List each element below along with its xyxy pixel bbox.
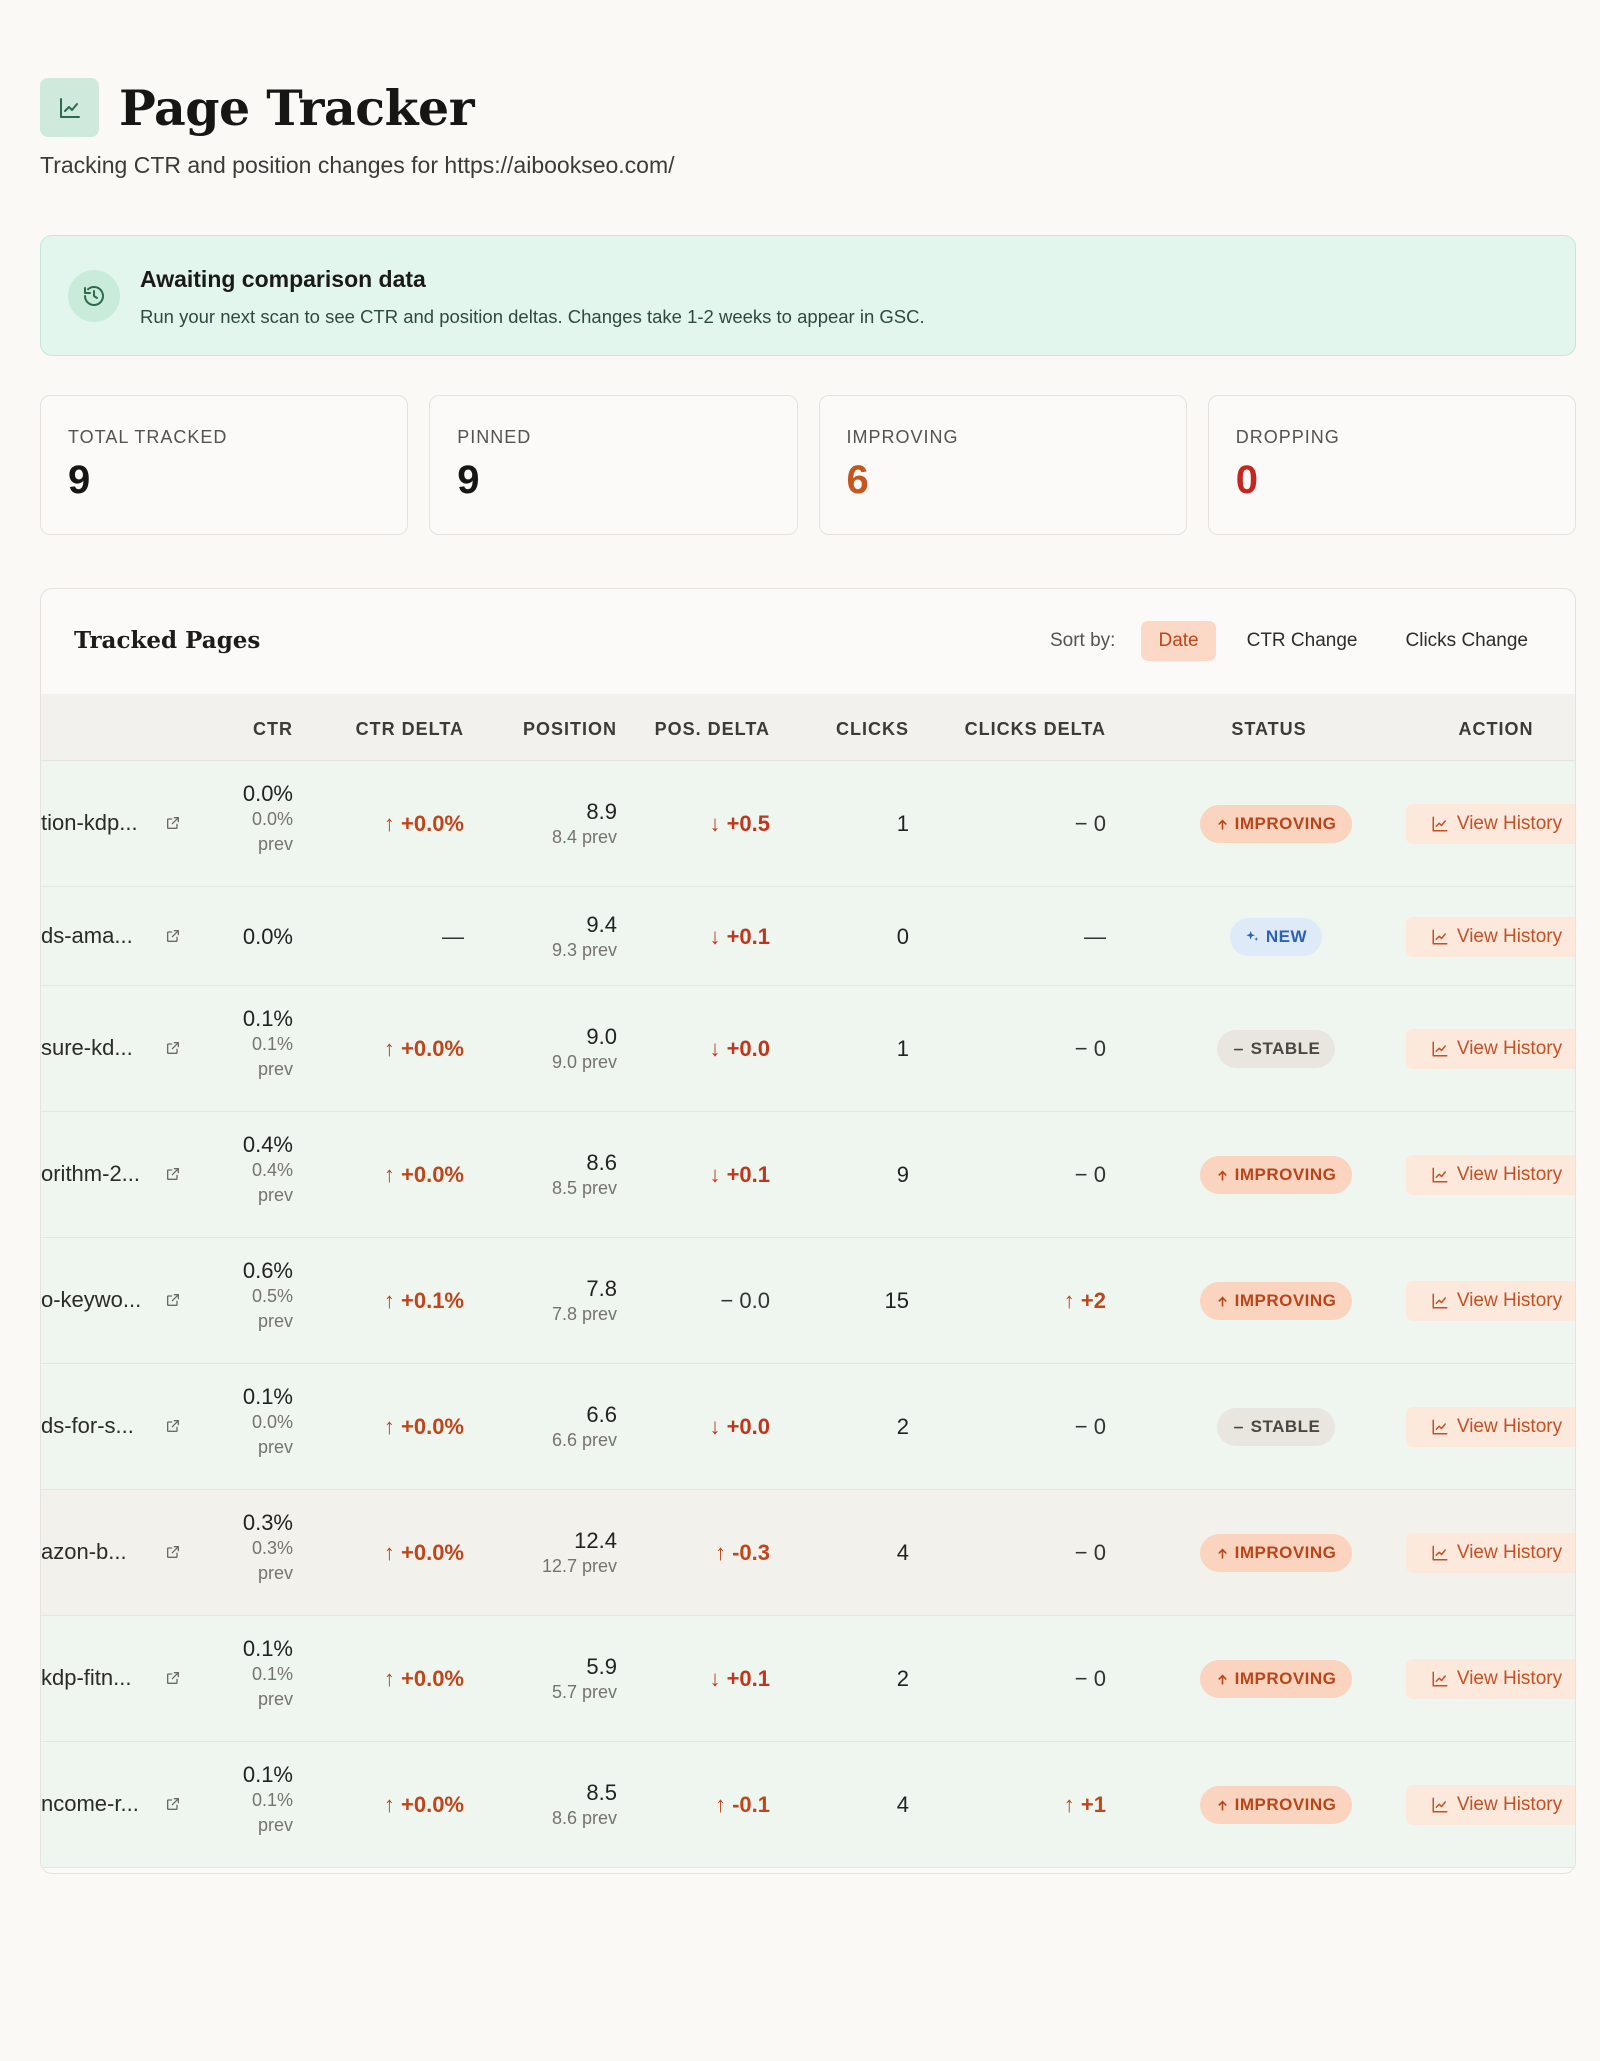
ctr-value: 0.4% [242, 1132, 293, 1157]
view-history-button[interactable] [1406, 917, 1576, 957]
pos-delta-value: ↓ +0.0 [709, 1414, 770, 1439]
position-cell [497, 1024, 617, 1075]
view-history-label: View History [1456, 1794, 1563, 1815]
chart-line-icon [1431, 1418, 1449, 1436]
page-url-link[interactable] [41, 1413, 134, 1439]
ctr-delta-value: ↑ +0.1% [383, 1288, 464, 1313]
ctr-cell [193, 1258, 293, 1334]
position-prev-value: 9.0 prev [551, 1052, 617, 1072]
stat-value: 9 [68, 458, 91, 502]
status-badge [1217, 1030, 1335, 1068]
status-badge [1200, 1660, 1352, 1698]
status-badge-label: STABLE [1250, 1039, 1321, 1058]
status-badge [1200, 1786, 1352, 1824]
external-link-icon[interactable] [165, 1292, 181, 1313]
ctr-prev-suffix: prev [257, 1311, 293, 1331]
page-url-text: azon-b... [41, 1539, 127, 1564]
chart-line-icon [1431, 1166, 1449, 1184]
page-url-text: orithm-2... [41, 1161, 141, 1186]
clicks-value: 1 [896, 811, 909, 836]
position-prev-value: 7.8 prev [551, 1304, 617, 1324]
external-link-icon[interactable] [165, 815, 181, 836]
status-badge [1200, 1156, 1352, 1194]
view-history-label: View History [1456, 1290, 1563, 1311]
ctr-prev-value: 0.0% [251, 809, 293, 829]
table-row[interactable] [41, 887, 1575, 986]
table-row[interactable] [41, 1490, 1575, 1616]
pos-delta-value: − 0.0 [720, 1288, 770, 1313]
position-prev-value: 5.7 prev [551, 1682, 617, 1702]
ctr-value: 0.1% [242, 1636, 293, 1661]
ctr-delta-value: ↑ +0.0% [383, 811, 464, 836]
ctr-prev-suffix: prev [257, 1689, 293, 1709]
view-history-button[interactable] [1406, 1029, 1576, 1069]
table-row[interactable] [41, 761, 1575, 887]
table-row[interactable] [41, 1616, 1575, 1742]
position-prev-value: 8.4 prev [551, 827, 617, 847]
ctr-cell [193, 781, 293, 857]
stat-card-improving [819, 395, 1187, 535]
column-header-action: ACTION [1458, 719, 1534, 739]
column-header-pos-delta[interactable]: POS. DELTA [654, 719, 770, 739]
view-history-button[interactable] [1406, 804, 1576, 844]
clicks-value: 2 [896, 1414, 909, 1439]
position-value: 6.6 [586, 1402, 617, 1427]
view-history-button[interactable] [1406, 1407, 1576, 1447]
status-improving-icon [1216, 1799, 1229, 1812]
status-stable-icon [1232, 1043, 1245, 1056]
status-badge-label: IMPROVING [1234, 1795, 1337, 1814]
ctr-delta-value: ↑ +0.0% [383, 1036, 464, 1061]
position-cell [497, 912, 617, 963]
status-badge-label: IMPROVING [1234, 814, 1337, 833]
clicks-value: 1 [896, 1036, 909, 1061]
pos-delta-value: ↑ -0.3 [714, 1540, 770, 1565]
sort-bar [1050, 621, 1545, 661]
sort-clicks-change-button[interactable]: Clicks Change [1405, 630, 1528, 651]
ctr-cell [193, 1636, 293, 1712]
external-link-icon[interactable] [165, 1166, 181, 1187]
page-url-text: kdp-fitn... [41, 1665, 132, 1690]
external-link-icon[interactable] [165, 928, 181, 949]
chart-line-icon [1431, 815, 1449, 833]
status-badge-label: STABLE [1250, 1417, 1321, 1436]
ctr-delta-value: ↑ +0.0% [383, 1414, 464, 1439]
stat-value: 9 [457, 458, 480, 502]
info-banner [40, 235, 1576, 356]
position-prev-value: 8.6 prev [551, 1808, 617, 1828]
ctr-cell [193, 1132, 293, 1208]
status-badge-label: IMPROVING [1234, 1291, 1337, 1310]
page-url-text: sure-kd... [41, 1035, 133, 1060]
ctr-value: 0.1% [242, 1384, 293, 1409]
chart-line-icon [1431, 1292, 1449, 1310]
ctr-cell [193, 1006, 293, 1082]
ctr-prev-suffix: prev [257, 1185, 293, 1205]
page-url-text: ds-for-s... [41, 1413, 134, 1438]
clicks-value: 0 [896, 923, 909, 949]
stat-card-pinned [429, 395, 797, 535]
view-history-label: View History [1456, 1416, 1563, 1437]
chart-line-icon [1431, 1040, 1449, 1058]
pos-delta-value: ↓ +0.1 [709, 1666, 770, 1691]
clicks-delta-value: − 0 [1074, 1666, 1106, 1691]
ctr-prev-value: 0.1% [251, 1034, 293, 1054]
ctr-prev-suffix: prev [257, 1437, 293, 1457]
view-history-button[interactable] [1406, 1533, 1576, 1573]
ctr-delta-value: — [442, 923, 464, 949]
status-improving-icon [1216, 1673, 1229, 1686]
view-history-label: View History [1456, 1542, 1563, 1563]
ctr-cell [193, 924, 293, 950]
clicks-delta-value: − 0 [1074, 1414, 1106, 1439]
view-history-button[interactable] [1406, 1281, 1576, 1321]
position-cell [497, 1402, 617, 1453]
pos-delta-value: ↓ +0.1 [709, 1162, 770, 1187]
ctr-value: 0.1% [242, 1006, 293, 1031]
page-title: Page Tracker [119, 78, 475, 137]
external-link-icon[interactable] [165, 1040, 181, 1061]
view-history-label: View History [1456, 925, 1563, 947]
ctr-cell [193, 1384, 293, 1460]
ctr-value: 0.3% [242, 1510, 293, 1535]
banner-title: Awaiting comparison data [140, 266, 426, 292]
ctr-value: 0.6% [242, 1258, 293, 1283]
status-improving-icon [1216, 1169, 1229, 1182]
clicks-value: 4 [896, 1540, 909, 1565]
status-badge-label: IMPROVING [1234, 1165, 1337, 1184]
position-value: 8.6 [586, 1150, 617, 1175]
page-url-text: o-keywo... [41, 1287, 142, 1312]
stat-card-dropping [1208, 395, 1576, 535]
ctr-prev-suffix: prev [257, 1059, 293, 1079]
clicks-delta-value: − 0 [1074, 811, 1106, 836]
page-subtitle: Tracking CTR and position changes for https://aibookseo.com/ [40, 152, 675, 178]
sort-date-button[interactable]: Date [1141, 621, 1215, 661]
view-history-button[interactable] [1406, 1785, 1576, 1825]
position-value: 7.8 [586, 1276, 617, 1301]
stat-label: PINNED [457, 427, 532, 447]
external-link-icon[interactable] [165, 1796, 181, 1817]
position-prev-value: 9.3 prev [551, 939, 617, 960]
page-url-text: ds-ama... [41, 922, 133, 948]
column-header-clicks[interactable]: CLICKS [836, 719, 909, 739]
status-improving-icon [1216, 1295, 1229, 1308]
position-cell [497, 1528, 617, 1579]
chart-line-icon [1431, 1670, 1449, 1688]
ctr-prev-suffix: prev [257, 1815, 293, 1835]
table-header [41, 694, 1575, 761]
status-badge [1200, 805, 1352, 843]
page-url-link[interactable] [41, 923, 133, 949]
page-url-link[interactable] [41, 1791, 139, 1817]
position-value: 8.5 [586, 1780, 617, 1805]
view-history-label: View History [1456, 1038, 1563, 1059]
page-url-text: ncome-r... [41, 1791, 139, 1816]
status-badge-label: NEW [1265, 926, 1308, 946]
status-badge [1217, 1408, 1335, 1446]
position-prev-value: 6.6 prev [551, 1430, 617, 1450]
page-header [40, 78, 474, 137]
external-link-icon[interactable] [165, 1670, 181, 1691]
banner-text: Run your next scan to see CTR and position deltas. Changes take 1-2 weeks to appear in GSC. [140, 306, 925, 327]
position-value: 9.0 [586, 1024, 617, 1049]
position-cell [497, 1150, 617, 1201]
ctr-prev-suffix: prev [257, 1563, 293, 1583]
clicks-delta-value: − 0 [1074, 1540, 1106, 1565]
pos-delta-value: ↑ -0.1 [714, 1792, 770, 1817]
table-row[interactable] [41, 1238, 1575, 1364]
external-link-icon[interactable] [165, 1418, 181, 1439]
ctr-delta-value: ↑ +0.0% [383, 1540, 464, 1565]
ctr-prev-value: 0.1% [251, 1790, 293, 1810]
page-url-link[interactable] [41, 1287, 141, 1313]
page-url-link[interactable] [41, 810, 138, 836]
sort-label: Sort by: [1049, 630, 1116, 651]
ctr-cell [193, 1510, 293, 1586]
position-value: 8.9 [586, 799, 617, 824]
pos-delta-value: ↓ +0.1 [709, 923, 770, 949]
clicks-delta-value: − 0 [1074, 1036, 1106, 1061]
clicks-delta-value: ↑ +1 [1063, 1792, 1106, 1817]
sort-ctr-change-button[interactable]: CTR Change [1246, 630, 1358, 651]
table-row[interactable] [41, 1364, 1575, 1490]
ctr-prev-value: 0.4% [251, 1160, 293, 1180]
status-new-icon [1245, 929, 1260, 944]
ctr-value: 0.0% [242, 923, 293, 949]
ctr-prev-value: 0.5% [251, 1286, 293, 1306]
position-value: 5.9 [586, 1654, 617, 1679]
column-header-status: STATUS [1231, 719, 1307, 739]
clicks-value: 15 [884, 1288, 909, 1313]
pos-delta-value: ↓ +0.5 [709, 811, 770, 836]
position-cell [497, 1276, 617, 1327]
chart-line-icon [1431, 1796, 1449, 1814]
chart-line-icon [1431, 1544, 1449, 1562]
status-stable-icon [1232, 1421, 1245, 1434]
page-url-link[interactable] [41, 1161, 140, 1187]
status-improving-icon [1216, 818, 1229, 831]
view-history-label: View History [1456, 813, 1563, 834]
stat-value: 6 [846, 458, 869, 502]
position-prev-value: 12.7 prev [541, 1556, 617, 1576]
status-badge-label: IMPROVING [1234, 1669, 1337, 1688]
column-header-ctr[interactable]: CTR [253, 719, 293, 739]
ctr-delta-value: ↑ +0.0% [383, 1666, 464, 1691]
ctr-value: 0.0% [242, 781, 293, 806]
position-value: 12.4 [574, 1528, 617, 1553]
clicks-value: 2 [896, 1666, 909, 1691]
tracked-pages-panel [40, 588, 1576, 1874]
table-row[interactable] [41, 1112, 1575, 1238]
view-history-button[interactable] [1406, 1659, 1576, 1699]
status-badge-label: IMPROVING [1234, 1543, 1337, 1562]
stats-row [40, 395, 1576, 535]
page-url-link[interactable] [41, 1665, 131, 1691]
clicks-delta-value: ↑ +2 [1063, 1288, 1106, 1313]
column-header-ctr-delta[interactable]: CTR DELTA [355, 719, 464, 739]
status-badge [1200, 1534, 1352, 1572]
clicks-value: 9 [896, 1162, 909, 1187]
stat-label: IMPROVING [846, 427, 959, 447]
status-improving-icon [1216, 1547, 1229, 1560]
pos-delta-value: ↓ +0.0 [709, 1036, 770, 1061]
ctr-value: 0.1% [242, 1762, 293, 1787]
ctr-delta-value: ↑ +0.0% [383, 1162, 464, 1187]
position-cell [497, 1654, 617, 1705]
clicks-delta-value: − 0 [1074, 1162, 1106, 1187]
position-cell [497, 799, 617, 850]
column-header-position[interactable]: POSITION [522, 719, 617, 739]
page-url-text: tion-kdp... [41, 810, 138, 835]
ctr-delta-value: ↑ +0.0% [383, 1792, 464, 1817]
page-url-link[interactable] [41, 1035, 133, 1061]
stat-card-total-tracked [40, 395, 408, 535]
clicks-value: 4 [896, 1792, 909, 1817]
chart-line-icon [1431, 928, 1449, 946]
ctr-prev-value: 0.0% [251, 1412, 293, 1432]
status-badge [1200, 1282, 1352, 1320]
ctr-prev-value: 0.1% [251, 1664, 293, 1684]
position-value: 9.4 [586, 911, 617, 937]
column-header-clicks-delta[interactable]: CLICKS DELTA [964, 719, 1106, 739]
ctr-cell [193, 1762, 293, 1838]
chart-line-icon [40, 78, 99, 137]
stat-value: 0 [1235, 458, 1258, 502]
table-row[interactable] [41, 986, 1575, 1112]
view-history-button[interactable] [1406, 1155, 1576, 1195]
position-cell [497, 1780, 617, 1831]
view-history-label: View History [1456, 1668, 1563, 1689]
ctr-prev-suffix: prev [257, 834, 293, 854]
table-row[interactable] [41, 1742, 1575, 1868]
clicks-delta-value: — [1084, 923, 1106, 949]
external-link-icon[interactable] [165, 1544, 181, 1565]
status-badge [1230, 918, 1322, 956]
view-history-label: View History [1456, 1164, 1563, 1185]
page-url-link[interactable] [41, 1539, 127, 1565]
stat-label: TOTAL TRACKED [68, 427, 228, 447]
panel-title: Tracked Pages [74, 627, 261, 654]
history-icon [68, 270, 120, 322]
position-prev-value: 8.5 prev [551, 1178, 617, 1198]
stat-label: DROPPING [1235, 427, 1340, 447]
ctr-prev-value: 0.3% [251, 1538, 293, 1558]
